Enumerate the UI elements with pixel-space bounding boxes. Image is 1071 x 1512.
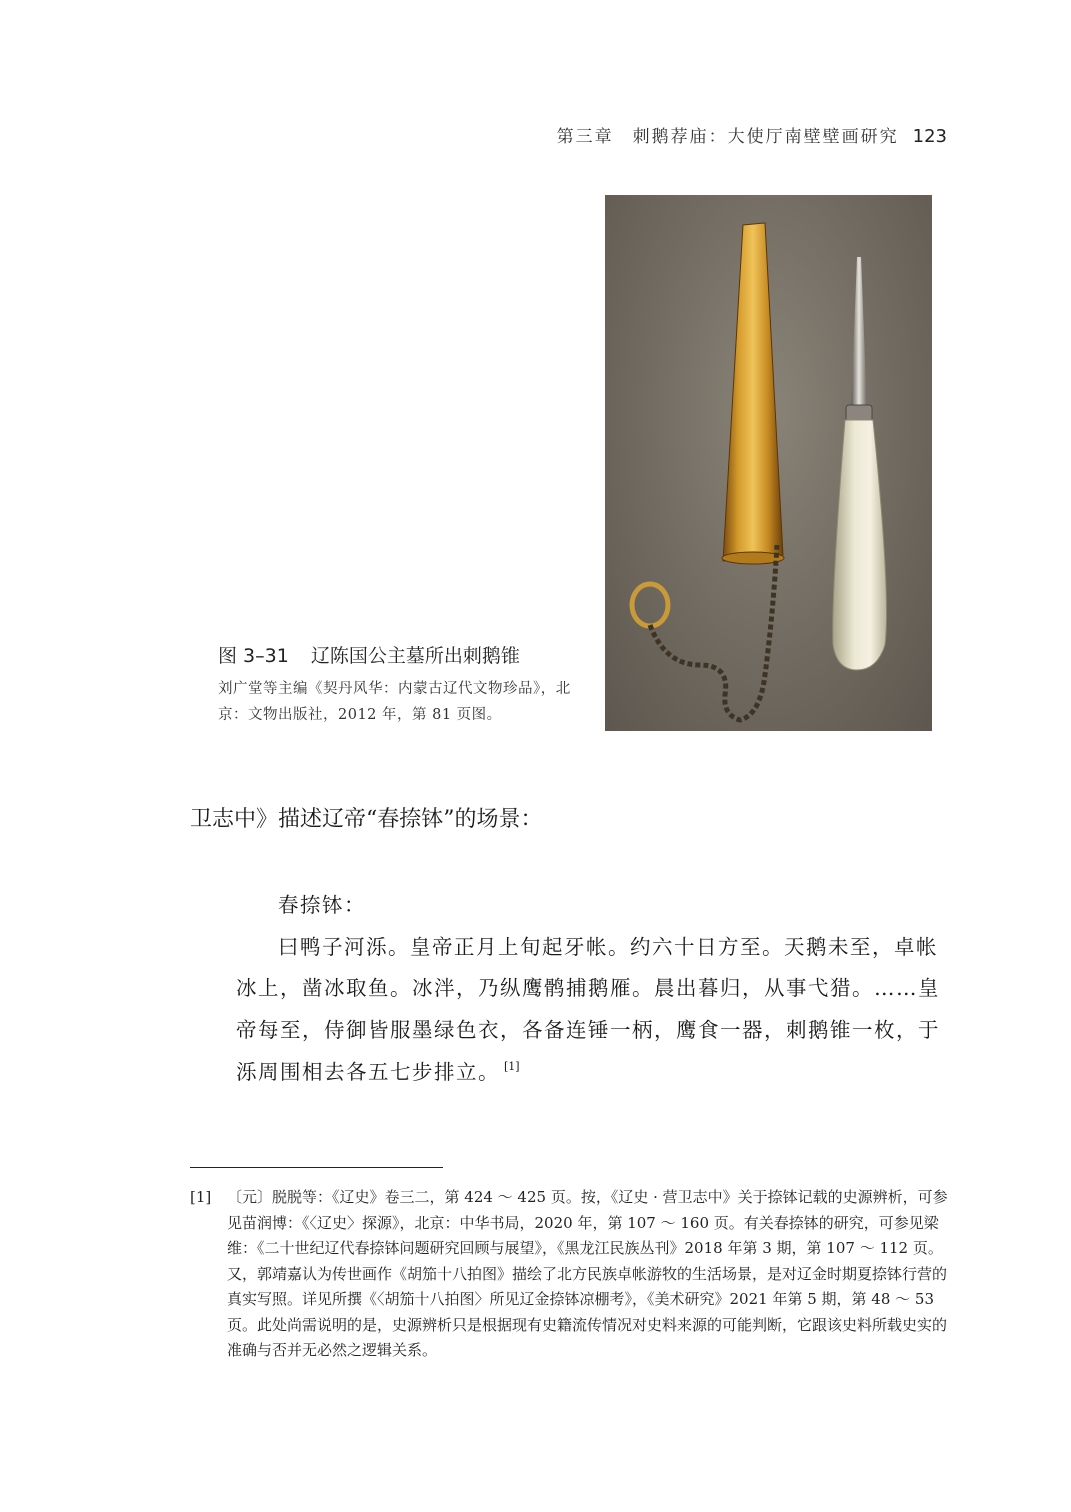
page-number: 123 [912, 126, 947, 147]
figure-caption [218, 641, 520, 668]
figure-label: 图 3–31 [218, 645, 289, 667]
footnote-number: [1] [190, 1188, 212, 1206]
quote-line: 曰鸭子河泺。皇帝正月上旬起牙帐。约六十日方至。天鹅未至，卓帐 [278, 935, 938, 959]
chain-ring [632, 584, 668, 626]
steel-spike [851, 257, 867, 410]
quote-line [236, 1055, 520, 1085]
footnote-ref[interactable]: [1] [504, 1060, 520, 1073]
chapter-title: 第三章 刺鹅荐庙：大使厅南壁壁画研究 [556, 127, 899, 147]
quote-line-text: 泺周围相去各五七步排立。 [236, 1060, 500, 1084]
intro-paragraph: 卫志中》描述辽帝“春捺钵”的场景： [190, 807, 543, 832]
footnote-text: 〔元〕脱脱等：《辽史》卷三二，第 424 ～ 425 页。按，《辽史 · 营卫志中》关于捺钵记载的史源辨析，可参见苗润博：《〈辽史〉探源》，北京：中华书局，2020 年，第 107 ～ 160 页。有关春捺钵的研究，可参见梁维：《二十世纪辽代春捺钵问题研究回顾与展望》，《黑龙江民族丛刊》2018 年第 3 期，第 107 ～ 112 页。又，郭靖嘉认为传世画作《胡笳十八拍图》描绘了北方民族卓帐游牧的生活场景，是对辽金时期夏捺钵行营的真实写照。详见所撰《〈胡笳十八拍图〉所见辽金捺钵凉棚考》，《美术研究》2021 年第 5 期，第 48 ～ 53 页。此处尚需说明的是，史源辨析只是根据现有史籍流传情况对史料来源的可能判断，它跟该史料所载史实的准确与否并无必然之逻辑关系。 [227, 1188, 948, 1359]
footnote-divider [190, 1167, 443, 1168]
gold-sheath [723, 223, 783, 561]
figure-title: 辽陈国公主墓所出刺鹅锥 [310, 645, 520, 667]
quote-line: 冰上，凿冰取鱼。冰泮，乃纵鹰鹘捕鹅雁。晨出暮归，从事弋猎。……皇 [236, 976, 940, 1000]
figure-source: 刘广堂等主编《契丹风华：内蒙古辽代文物珍品》，北京：文物出版社，2012 年，第 81 页图。 [218, 681, 571, 723]
running-head [557, 122, 947, 147]
footnote [190, 1185, 950, 1364]
chain [650, 545, 777, 720]
artifact-photo [605, 195, 932, 731]
goose-awl-illustration [605, 195, 932, 731]
jade-handle [833, 420, 887, 670]
quote-title: 春捺钵： [278, 893, 366, 917]
quote-line: 帝每至，侍御皆服墨绿色衣，各备连锤一柄，鹰食一器，刺鹅锥一枚，于 [236, 1018, 940, 1042]
